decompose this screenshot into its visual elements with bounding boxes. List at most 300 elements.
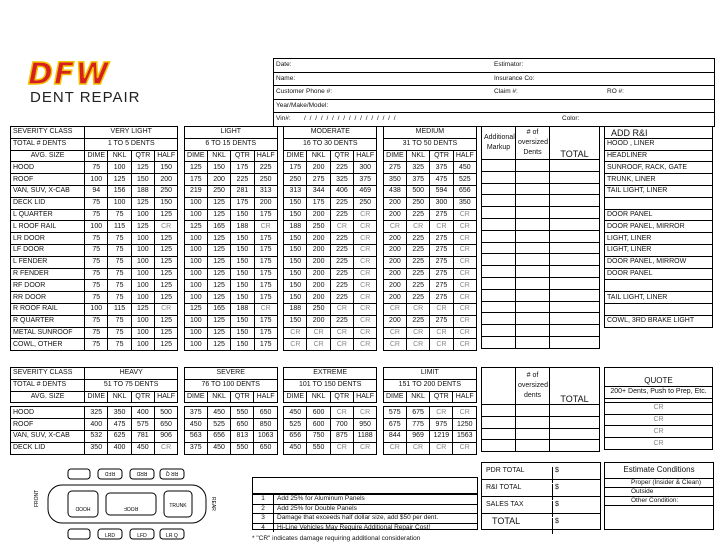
price-cell[interactable]: 200 [207, 174, 230, 186]
price-cell[interactable]: 200 [383, 233, 406, 245]
price-cell[interactable]: 250 [354, 197, 377, 209]
price-cell[interactable]: 250 [207, 185, 230, 197]
total-cell[interactable] [550, 230, 600, 242]
total-cell[interactable] [550, 171, 600, 183]
price-cell[interactable]: 450 [207, 407, 230, 419]
price-cell[interactable]: 94 [85, 185, 108, 197]
markup-cell[interactable] [482, 171, 516, 183]
price-cell[interactable]: CR [453, 209, 476, 221]
price-cell[interactable]: 75 [108, 327, 131, 339]
price-cell[interactable]: 125 [131, 303, 154, 315]
price-cell[interactable]: 1219 [430, 430, 453, 442]
price-cell[interactable]: 200 [307, 280, 330, 292]
price-cell[interactable]: 225 [407, 244, 430, 256]
price-cell[interactable]: 200 [307, 256, 330, 268]
price-cell[interactable]: 650 [154, 419, 177, 431]
price-cell[interactable]: CR [354, 268, 377, 280]
price-cell[interactable]: 100 [131, 315, 154, 327]
price-cell[interactable]: 100 [131, 292, 154, 304]
price-cell[interactable]: CR [354, 209, 377, 221]
price-cell[interactable]: CR [307, 339, 330, 351]
price-cell[interactable]: 100 [184, 280, 207, 292]
price-cell[interactable]: CR [354, 292, 377, 304]
total-cell[interactable] [550, 160, 600, 172]
price-cell[interactable]: 175 [254, 280, 277, 292]
price-cell[interactable]: 281 [231, 185, 254, 197]
price-cell[interactable]: 175 [254, 339, 277, 351]
price-cell[interactable]: 450 [207, 442, 230, 454]
price-cell[interactable]: 563 [184, 430, 207, 442]
total-cell[interactable] [550, 325, 600, 337]
price-cell[interactable]: 115 [108, 303, 131, 315]
ri-cell[interactable]: LIGHT, LINER [605, 244, 713, 256]
total-cell[interactable] [550, 254, 600, 266]
markup-cell[interactable] [482, 336, 516, 348]
price-cell[interactable]: CR [453, 221, 476, 233]
price-cell[interactable]: 1063 [254, 430, 277, 442]
price-cell[interactable]: 165 [207, 303, 230, 315]
oversized-cell[interactable] [516, 207, 550, 219]
price-cell[interactable]: CR [453, 256, 476, 268]
price-cell[interactable]: 150 [284, 292, 307, 304]
price-cell[interactable]: 600 [307, 407, 330, 419]
price-cell[interactable]: 75 [108, 268, 131, 280]
price-cell[interactable]: 650 [254, 407, 277, 419]
price-cell[interactable]: 175 [254, 327, 277, 339]
price-cell[interactable]: 175 [254, 209, 277, 221]
price-cell[interactable]: CR [383, 221, 406, 233]
price-cell[interactable]: CR [330, 221, 353, 233]
price-cell[interactable]: 225 [330, 292, 353, 304]
price-cell[interactable]: 100 [131, 327, 154, 339]
ri-cell[interactable]: HEADLINER [605, 150, 713, 162]
price-cell[interactable]: 100 [131, 339, 154, 351]
price-cell[interactable]: 225 [407, 315, 430, 327]
price-cell[interactable]: 250 [407, 197, 430, 209]
price-cell[interactable]: 450 [184, 419, 207, 431]
price-cell[interactable]: 200 [383, 268, 406, 280]
insurance-field[interactable]: Insurance Co: [494, 74, 535, 82]
markup-cell[interactable] [482, 195, 516, 207]
estimate-condition-item[interactable]: Other Condition: [605, 497, 713, 506]
oversized-cell[interactable] [516, 254, 550, 266]
total-cell[interactable] [550, 242, 600, 254]
price-cell[interactable]: 475 [108, 419, 131, 431]
price-cell[interactable]: 275 [430, 233, 453, 245]
oversized-cell[interactable] [516, 301, 550, 313]
price-cell[interactable]: CR [407, 327, 430, 339]
price-cell[interactable]: 150 [284, 256, 307, 268]
price-cell[interactable]: CR [354, 256, 377, 268]
price-cell[interactable]: 525 [284, 419, 307, 431]
ri-total-value[interactable]: $ [552, 484, 559, 500]
price-cell[interactable]: 75 [108, 292, 131, 304]
estimate-condition-item[interactable]: Outside [605, 488, 713, 497]
price-cell[interactable]: 200 [307, 244, 330, 256]
price-cell[interactable]: CR [453, 268, 476, 280]
price-cell[interactable]: 906 [154, 430, 177, 442]
price-cell[interactable]: CR [430, 407, 453, 419]
price-cell[interactable]: 550 [307, 442, 330, 454]
total-cell[interactable] [550, 336, 600, 348]
price-cell[interactable]: 450 [131, 442, 154, 454]
price-cell[interactable]: 675 [383, 419, 406, 431]
price-cell[interactable]: CR [154, 442, 177, 454]
price-cell[interactable]: 100 [108, 197, 131, 209]
price-cell[interactable]: 175 [254, 268, 277, 280]
oversized-cell[interactable] [516, 313, 550, 325]
price-cell[interactable]: 575 [383, 407, 406, 419]
price-cell[interactable]: 500 [407, 185, 430, 197]
ri-cell[interactable]: TAIL LIGHT, LINER [605, 185, 713, 197]
price-cell[interactable]: CR [307, 327, 330, 339]
price-cell[interactable]: 1563 [453, 430, 477, 442]
price-cell[interactable]: 150 [284, 209, 307, 221]
oversized-cell[interactable] [516, 428, 550, 440]
price-cell[interactable]: 100 [131, 244, 154, 256]
pdr-total-value[interactable]: $ [552, 467, 559, 483]
price-cell[interactable]: 200 [307, 268, 330, 280]
markup-cell[interactable] [482, 242, 516, 254]
price-cell[interactable]: 225 [407, 292, 430, 304]
price-cell[interactable]: 650 [231, 419, 254, 431]
price-cell[interactable]: CR [354, 221, 377, 233]
price-cell[interactable]: 350 [85, 442, 108, 454]
price-cell[interactable]: 375 [354, 174, 377, 186]
price-cell[interactable]: 225 [231, 174, 254, 186]
price-cell[interactable]: CR [330, 442, 353, 454]
price-cell[interactable]: 100 [131, 256, 154, 268]
price-cell[interactable]: 200 [155, 174, 178, 186]
price-cell[interactable]: 400 [108, 442, 131, 454]
markup-cell[interactable] [482, 428, 516, 440]
price-cell[interactable]: 125 [184, 303, 207, 315]
price-cell[interactable]: 75 [108, 315, 131, 327]
price-cell[interactable]: 150 [231, 256, 254, 268]
price-cell[interactable]: 125 [131, 197, 154, 209]
price-cell[interactable]: CR [354, 233, 377, 245]
price-cell[interactable]: 75 [85, 280, 108, 292]
total-cell[interactable] [550, 428, 600, 440]
price-cell[interactable]: CR [453, 244, 476, 256]
price-cell[interactable]: 325 [330, 174, 353, 186]
oversized-cell[interactable] [516, 440, 550, 452]
price-cell[interactable]: 200 [383, 209, 406, 221]
price-cell[interactable]: 450 [284, 407, 307, 419]
price-cell[interactable]: 525 [453, 174, 476, 186]
price-cell[interactable]: 350 [108, 407, 131, 419]
price-cell[interactable]: 625 [108, 430, 131, 442]
price-cell[interactable]: 656 [453, 185, 476, 197]
price-cell[interactable]: 250 [254, 174, 277, 186]
price-cell[interactable]: 188 [284, 303, 307, 315]
price-cell[interactable]: 200 [383, 280, 406, 292]
price-cell[interactable]: CR [383, 442, 406, 454]
price-cell[interactable]: 250 [284, 174, 307, 186]
price-cell[interactable]: CR [155, 221, 178, 233]
oversized-cell[interactable] [516, 218, 550, 230]
price-cell[interactable]: 406 [330, 185, 353, 197]
price-cell[interactable]: 125 [155, 327, 178, 339]
ro-field[interactable]: RO #: [607, 88, 624, 95]
price-cell[interactable]: 775 [406, 419, 429, 431]
oversized-cell[interactable] [516, 336, 550, 348]
price-cell[interactable]: 250 [307, 221, 330, 233]
price-cell[interactable]: 100 [184, 197, 207, 209]
price-cell[interactable]: 75 [85, 292, 108, 304]
price-cell[interactable]: 950 [353, 419, 376, 431]
price-cell[interactable]: 125 [207, 256, 230, 268]
price-cell[interactable]: 150 [231, 280, 254, 292]
price-cell[interactable]: 125 [207, 244, 230, 256]
price-cell[interactable]: 275 [430, 280, 453, 292]
markup-cell[interactable] [482, 416, 516, 428]
oversized-cell[interactable] [516, 405, 550, 417]
price-cell[interactable]: 125 [207, 268, 230, 280]
price-cell[interactable]: CR [330, 339, 353, 351]
price-cell[interactable]: 150 [155, 197, 178, 209]
price-cell[interactable]: 1250 [453, 419, 477, 431]
estimate-condition-item[interactable]: Proper (Insider & Clean) [605, 479, 713, 488]
price-cell[interactable]: CR [354, 339, 377, 351]
price-cell[interactable]: 450 [453, 162, 476, 174]
price-cell[interactable]: 225 [407, 268, 430, 280]
price-cell[interactable]: 375 [407, 174, 430, 186]
price-cell[interactable]: 100 [131, 209, 154, 221]
price-cell[interactable]: 175 [231, 162, 254, 174]
price-cell[interactable]: 125 [155, 315, 178, 327]
price-cell[interactable]: 165 [207, 221, 230, 233]
price-cell[interactable]: 100 [85, 221, 108, 233]
price-cell[interactable]: 575 [131, 419, 154, 431]
price-cell[interactable]: 656 [207, 430, 230, 442]
price-cell[interactable]: 100 [184, 268, 207, 280]
oversized-cell[interactable] [516, 171, 550, 183]
price-cell[interactable]: CR [155, 303, 178, 315]
price-cell[interactable]: CR [453, 407, 477, 419]
price-cell[interactable]: 150 [131, 174, 154, 186]
price-cell[interactable]: 100 [184, 339, 207, 351]
price-cell[interactable]: 175 [307, 197, 330, 209]
price-cell[interactable]: 150 [284, 233, 307, 245]
quote-cell[interactable]: CR [605, 426, 713, 438]
price-cell[interactable]: 125 [131, 162, 154, 174]
oversized-cell[interactable] [516, 183, 550, 195]
price-cell[interactable]: 75 [85, 256, 108, 268]
markup-cell[interactable] [482, 183, 516, 195]
price-cell[interactable]: 275 [430, 256, 453, 268]
price-cell[interactable]: 175 [284, 162, 307, 174]
price-cell[interactable]: 781 [131, 430, 154, 442]
price-cell[interactable]: CR [430, 339, 453, 351]
price-cell[interactable]: 115 [108, 221, 131, 233]
total-cell[interactable] [550, 183, 600, 195]
price-cell[interactable]: 400 [85, 419, 108, 431]
price-cell[interactable]: 594 [430, 185, 453, 197]
price-cell[interactable]: 375 [430, 162, 453, 174]
price-cell[interactable]: 225 [330, 197, 353, 209]
ri-cell[interactable]: DOOR PANEL, MIRROW [605, 256, 713, 268]
price-cell[interactable]: 150 [284, 268, 307, 280]
price-cell[interactable]: 125 [131, 221, 154, 233]
oversized-cell[interactable] [516, 160, 550, 172]
price-cell[interactable]: 350 [383, 174, 406, 186]
price-cell[interactable]: 75 [85, 244, 108, 256]
total-cell[interactable] [550, 289, 600, 301]
price-cell[interactable]: 188 [231, 303, 254, 315]
price-cell[interactable]: 200 [307, 292, 330, 304]
price-cell[interactable]: CR [383, 327, 406, 339]
total-cell[interactable] [550, 266, 600, 278]
price-cell[interactable]: 125 [207, 209, 230, 221]
price-cell[interactable]: 450 [284, 442, 307, 454]
price-cell[interactable]: 150 [231, 327, 254, 339]
total-cell[interactable] [550, 195, 600, 207]
markup-cell[interactable] [482, 160, 516, 172]
price-cell[interactable]: CR [453, 315, 476, 327]
price-cell[interactable]: 200 [307, 315, 330, 327]
price-cell[interactable]: 75 [85, 327, 108, 339]
price-cell[interactable]: 225 [407, 233, 430, 245]
price-cell[interactable]: CR [284, 327, 307, 339]
price-cell[interactable]: CR [354, 327, 377, 339]
price-cell[interactable]: 188 [231, 221, 254, 233]
price-cell[interactable]: 75 [108, 339, 131, 351]
price-cell[interactable]: 200 [383, 244, 406, 256]
price-cell[interactable]: 125 [108, 174, 131, 186]
price-cell[interactable]: 200 [307, 233, 330, 245]
price-cell[interactable]: CR [407, 339, 430, 351]
ri-cell[interactable]: LIGHT, LINER [605, 233, 713, 245]
price-cell[interactable]: 150 [284, 280, 307, 292]
price-cell[interactable]: 100 [85, 303, 108, 315]
price-cell[interactable]: 125 [155, 233, 178, 245]
price-cell[interactable]: 100 [131, 280, 154, 292]
price-cell[interactable]: 225 [254, 162, 277, 174]
price-cell[interactable]: CR [354, 315, 377, 327]
price-cell[interactable]: CR [254, 303, 277, 315]
price-cell[interactable]: 275 [383, 162, 406, 174]
price-cell[interactable]: 469 [354, 185, 377, 197]
price-cell[interactable]: 100 [184, 244, 207, 256]
price-cell[interactable]: 225 [330, 244, 353, 256]
price-cell[interactable]: 75 [108, 256, 131, 268]
price-cell[interactable]: 125 [184, 162, 207, 174]
total-cell[interactable] [550, 416, 600, 428]
price-cell[interactable]: CR [254, 221, 277, 233]
date-field[interactable]: Date: [276, 61, 292, 68]
price-cell[interactable]: 313 [284, 185, 307, 197]
oversized-cell[interactable] [516, 242, 550, 254]
price-cell[interactable]: 150 [155, 162, 178, 174]
price-cell[interactable]: 600 [307, 419, 330, 431]
price-cell[interactable]: 275 [307, 174, 330, 186]
price-cell[interactable]: CR [453, 292, 476, 304]
quote-cell[interactable]: CR [605, 402, 713, 414]
price-cell[interactable]: 75 [108, 233, 131, 245]
oversized-cell[interactable] [516, 416, 550, 428]
price-cell[interactable]: CR [453, 442, 477, 454]
price-cell[interactable]: CR [406, 442, 429, 454]
price-cell[interactable]: 200 [254, 197, 277, 209]
ri-cell[interactable] [605, 303, 713, 315]
price-cell[interactable]: CR [284, 339, 307, 351]
price-cell[interactable]: CR [383, 339, 406, 351]
oversized-cell[interactable] [516, 325, 550, 337]
ri-cell[interactable]: DOOR PANEL [605, 268, 713, 280]
price-cell[interactable]: 125 [155, 339, 178, 351]
markup-cell[interactable] [482, 405, 516, 417]
price-cell[interactable]: 200 [307, 209, 330, 221]
oversized-cell[interactable] [516, 195, 550, 207]
price-cell[interactable]: 125 [155, 268, 178, 280]
price-cell[interactable]: 200 [383, 256, 406, 268]
price-cell[interactable]: 850 [254, 419, 277, 431]
price-cell[interactable]: 100 [131, 268, 154, 280]
price-cell[interactable]: 375 [184, 442, 207, 454]
price-cell[interactable]: 75 [85, 268, 108, 280]
price-cell[interactable]: 225 [330, 268, 353, 280]
price-cell[interactable]: 525 [207, 419, 230, 431]
price-cell[interactable]: 125 [155, 280, 178, 292]
ri-cell[interactable]: SUNROOF, RACK, GATE [605, 162, 713, 174]
price-cell[interactable]: 275 [430, 292, 453, 304]
price-cell[interactable]: 813 [231, 430, 254, 442]
markup-cell[interactable] [482, 325, 516, 337]
price-cell[interactable]: 75 [108, 280, 131, 292]
price-cell[interactable]: CR [407, 303, 430, 315]
price-cell[interactable]: CR [353, 442, 376, 454]
price-cell[interactable]: 225 [330, 233, 353, 245]
price-cell[interactable]: 225 [407, 280, 430, 292]
price-cell[interactable]: 175 [254, 244, 277, 256]
price-cell[interactable]: 532 [85, 430, 108, 442]
total-cell[interactable] [550, 301, 600, 313]
price-cell[interactable]: 400 [131, 407, 154, 419]
price-cell[interactable]: 100 [184, 292, 207, 304]
price-cell[interactable]: 125 [207, 233, 230, 245]
ri-cell[interactable]: COWL, 3RD BRAKE LIGHT [605, 315, 713, 327]
price-cell[interactable]: 200 [383, 292, 406, 304]
price-cell[interactable]: 150 [231, 209, 254, 221]
price-cell[interactable]: 100 [85, 174, 108, 186]
price-cell[interactable]: 475 [430, 174, 453, 186]
price-cell[interactable]: 969 [406, 430, 429, 442]
price-cell[interactable]: 225 [330, 209, 353, 221]
price-cell[interactable]: CR [453, 303, 476, 315]
price-cell[interactable]: 188 [131, 185, 154, 197]
price-cell[interactable]: CR [430, 221, 453, 233]
total-cell[interactable] [550, 207, 600, 219]
price-cell[interactable]: CR [453, 280, 476, 292]
ri-cell[interactable]: TAIL LIGHT, LINER [605, 292, 713, 304]
price-cell[interactable]: 150 [231, 339, 254, 351]
vin-field[interactable]: Vin#: [276, 115, 291, 122]
phone-field[interactable]: Customer Phone #: [276, 88, 333, 95]
oversized-cell[interactable] [516, 289, 550, 301]
price-cell[interactable]: 200 [307, 162, 330, 174]
price-cell[interactable]: 150 [231, 292, 254, 304]
price-cell[interactable]: 100 [184, 233, 207, 245]
price-cell[interactable]: 75 [85, 209, 108, 221]
price-cell[interactable]: 225 [407, 209, 430, 221]
price-cell[interactable]: 150 [284, 315, 307, 327]
price-cell[interactable]: 175 [184, 174, 207, 186]
price-cell[interactable]: 275 [430, 315, 453, 327]
price-cell[interactable]: 200 [383, 197, 406, 209]
markup-cell[interactable] [482, 254, 516, 266]
price-cell[interactable]: 125 [155, 256, 178, 268]
